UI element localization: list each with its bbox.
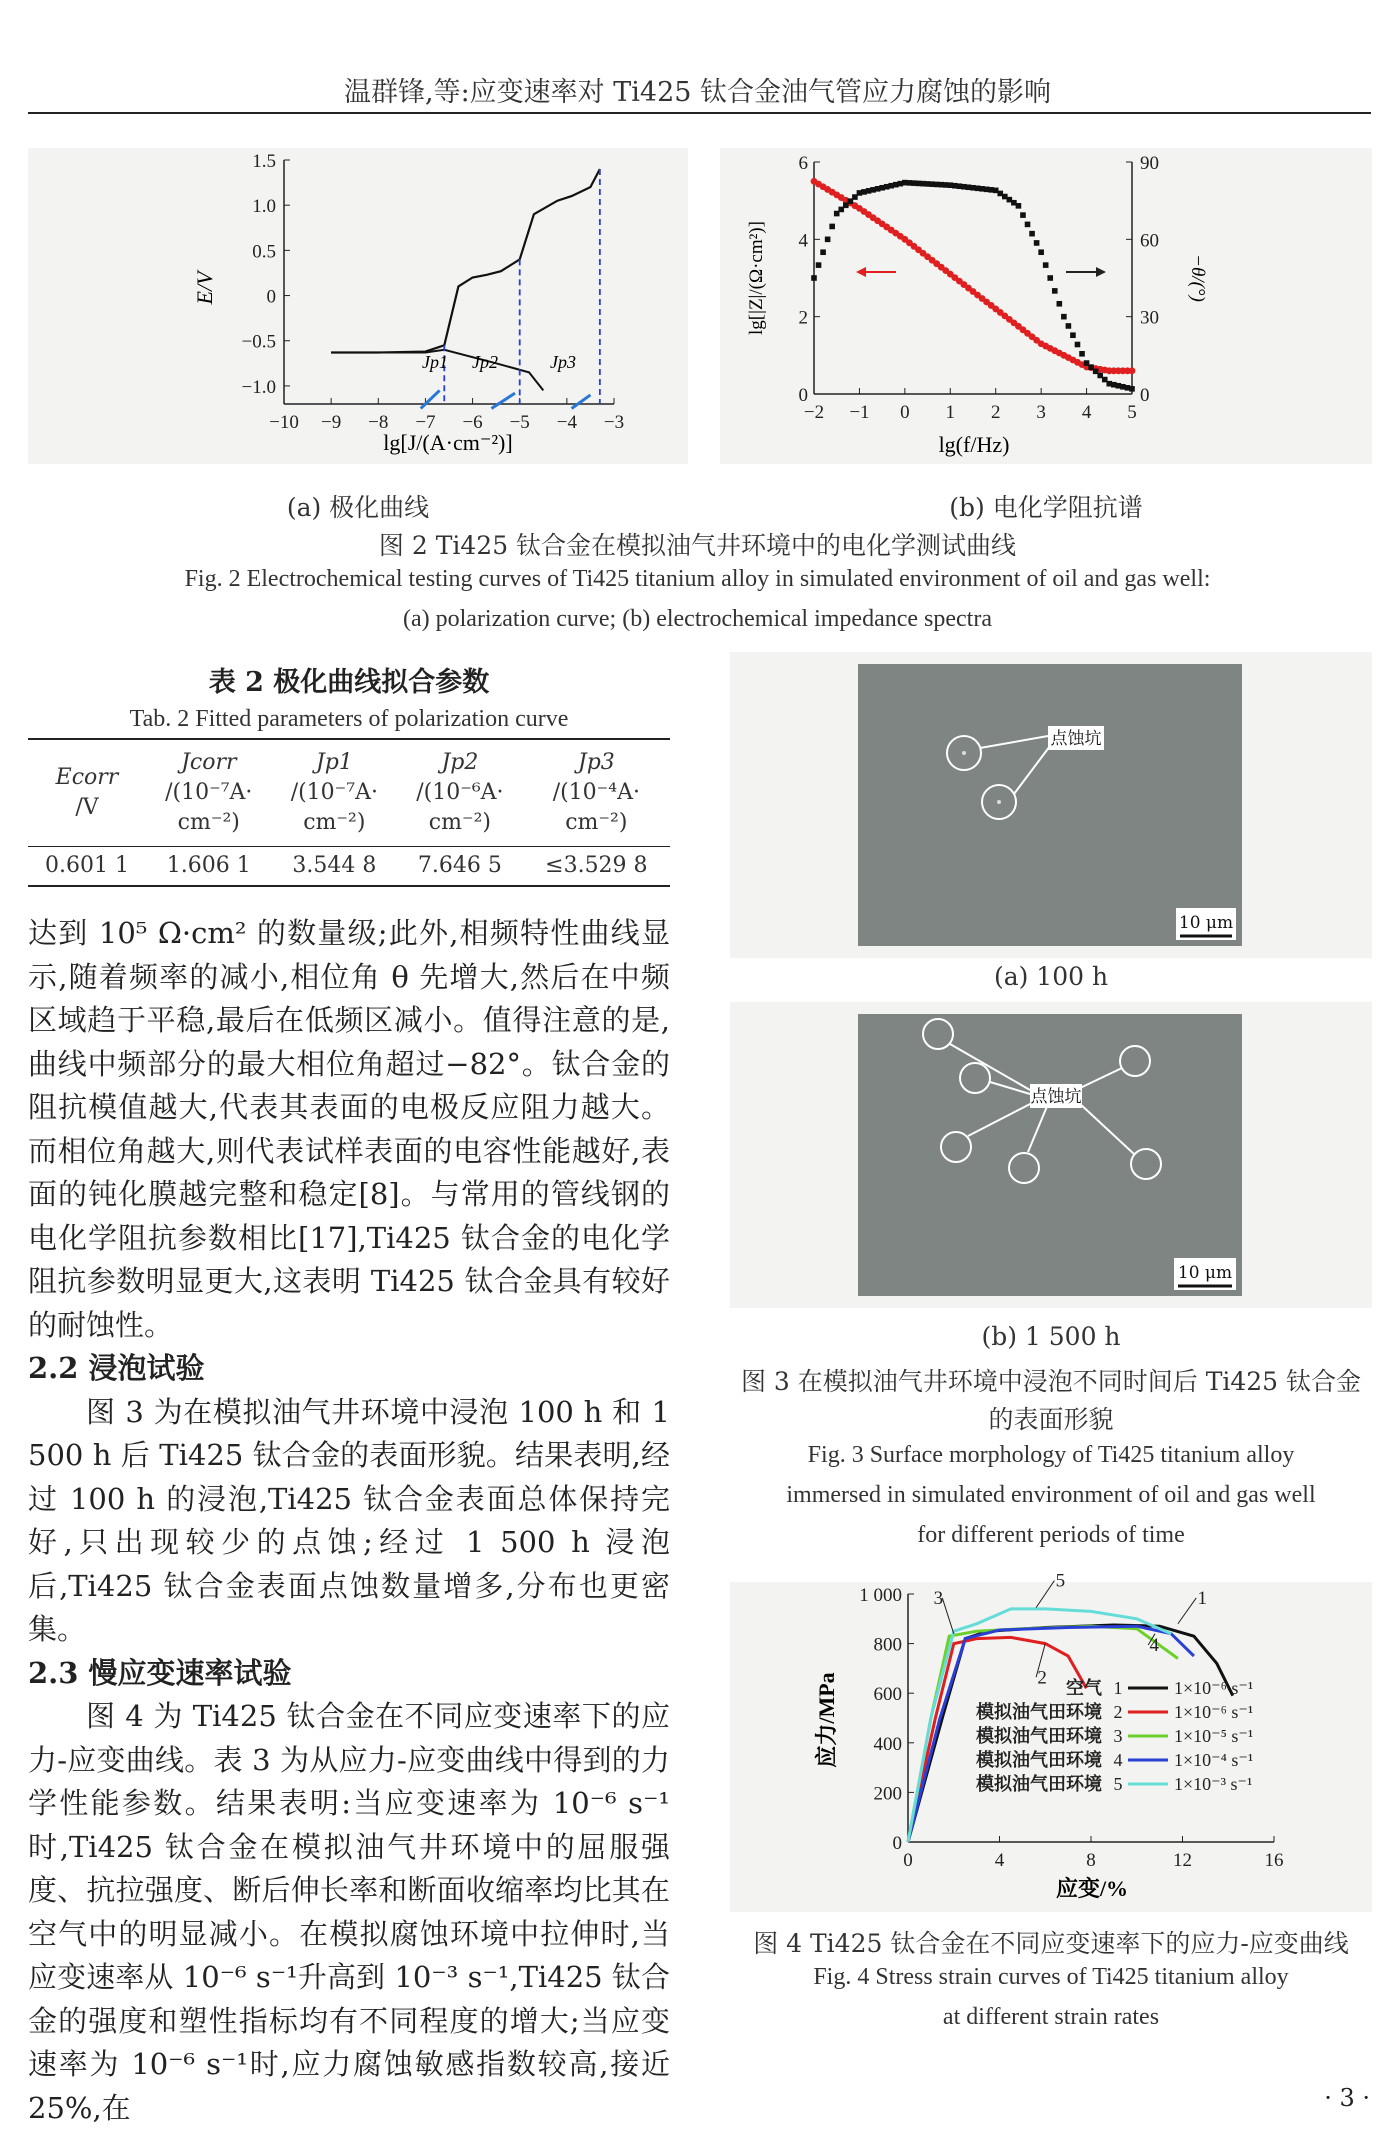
curve-number-label: 3 — [933, 1587, 944, 1609]
y-tick-label: 200 — [873, 1783, 902, 1805]
legend-number: 2 — [1113, 1702, 1123, 1722]
x-tick-label: −9 — [321, 412, 342, 433]
phase-point — [1075, 342, 1081, 348]
phase-point — [1016, 203, 1022, 209]
x-tick-label: 16 — [1264, 1850, 1284, 1871]
pit-circle — [1009, 1153, 1039, 1183]
fig2-caption-cn: 图 2 Ti425 钛合金在模拟油气井环境中的电化学测试曲线 — [378, 531, 1017, 560]
fig2a-panel — [28, 148, 688, 464]
table2-title-cn: 表 2 极化曲线拟合参数 — [208, 667, 490, 698]
fig4-ylabel: 应力/MPa — [814, 1672, 839, 1768]
curve-leader — [1178, 1598, 1196, 1624]
legend-env: 模拟油气田环境 — [976, 1726, 1102, 1746]
jp1-label: Jp1 — [422, 352, 448, 372]
table2 — [28, 738, 670, 887]
jp3-label: Jp3 — [550, 352, 576, 372]
fig2b-xlabel: lg(f/Hz) — [938, 432, 1010, 457]
x-tick-label: 8 — [1086, 1850, 1096, 1871]
x-tick-label: 0 — [900, 402, 910, 423]
phase-point — [1052, 288, 1058, 294]
y-tick-label: −1.0 — [241, 376, 276, 398]
y-tick-label: 1.0 — [252, 196, 276, 218]
running-header: 温群锋,等:应变速率对 Ti425 钛合金油气管应力腐蚀的影响 — [343, 77, 1052, 108]
x-tick-label: 5 — [1127, 402, 1137, 423]
curve-number-label: 1 — [1197, 1587, 1207, 1609]
phase-point — [1079, 351, 1085, 357]
fig2-caption-en-2: (a) polarization curve; (b) electrochemical impedance spectra — [402, 606, 992, 632]
legend-rate: 1×10⁻⁴ s⁻¹ — [1174, 1750, 1254, 1770]
x-tick-label: −5 — [509, 412, 530, 433]
cell-jp2: 7.646 5 — [417, 853, 502, 879]
left-column — [28, 912, 670, 2130]
fig2a-xlabel: lg[J/(A·cm⁻²)] — [383, 430, 513, 455]
curve-number-label: 5 — [1055, 1570, 1066, 1592]
x-tick-label: 2 — [990, 402, 1001, 423]
fig4-chart — [730, 1570, 1372, 1912]
anodic-curve — [331, 169, 600, 353]
y-tick-label: 1.5 — [252, 151, 276, 172]
fig3b-sem-image — [858, 1014, 1242, 1296]
y-tick-label: 400 — [873, 1733, 902, 1755]
table2-grid — [28, 740, 670, 887]
cell-jp3: ≤3.529 8 — [545, 853, 648, 879]
x-tick-label: −10 — [269, 412, 299, 433]
phase-point — [1129, 386, 1135, 392]
phase-point — [820, 249, 826, 255]
legend-env: 模拟油气田环境 — [976, 1750, 1102, 1770]
y2-tick-label: 60 — [1140, 230, 1159, 252]
fig4-caption-en-2: at different strain rates — [942, 2004, 1160, 2030]
fig3-caption-en-2: immersed in simulated environment of oil and gas well — [786, 1482, 1316, 1508]
paragraph-2: 图 3 为在模拟油气井环境中浸泡 100 h 和 1 500 h 后 Ti425 钛合金的表面形貌。结果表明,经过 100 h 的浸泡,Ti425 钛合金表面总体保持完好,只出现较少的点蚀;经过 1 500 h 浸泡后,Ti425 钛合金表面点蚀数量增多,分布也更密集。 — [28, 1394, 670, 1646]
y-tick-label: 1 000 — [859, 1585, 902, 1606]
fig3a-frame — [730, 652, 1372, 958]
fig2b-caption: (b) 电化学阻抗谱 — [949, 493, 1143, 522]
phase-point — [825, 237, 831, 243]
pit-label: 点蚀坑 — [1050, 729, 1102, 749]
pit-circle — [923, 1019, 953, 1049]
y-tick-label: 2 — [798, 307, 808, 329]
fig2a-chart — [28, 148, 688, 464]
fig2a-ylabel: E/V — [192, 271, 217, 305]
legend-rate: 1×10⁻³ s⁻¹ — [1174, 1774, 1253, 1794]
x-tick-label: 4 — [1081, 402, 1092, 423]
phase-point — [816, 262, 822, 268]
fig3a-caption: (a) 100 h — [993, 962, 1109, 991]
scale-bar-label: 10 μm — [1177, 1263, 1233, 1283]
table-row — [28, 846, 670, 886]
fig3-caption-cn-2: 的表面形貌 — [988, 1405, 1114, 1434]
jp-arrow-icon — [572, 395, 591, 409]
legend-number: 4 — [1113, 1750, 1123, 1770]
x-tick-label: −2 — [803, 402, 825, 423]
fig2b-panel — [720, 148, 1372, 464]
phase-point — [811, 275, 817, 281]
phase-point — [1034, 240, 1040, 246]
legend-env: 空气 — [1066, 1678, 1102, 1698]
pit-circle — [960, 1063, 990, 1093]
x-tick-label: 0 — [903, 1850, 913, 1871]
jp-arrow-icon — [491, 393, 515, 408]
legend-number: 3 — [1113, 1726, 1123, 1746]
section-heading-2-3: 2.3 慢应变速率试验 — [28, 1655, 292, 1690]
page-number: · 3 · — [1324, 2084, 1370, 2112]
y-tick-label: 0 — [892, 1833, 902, 1854]
fig3-caption-en-3: for different periods of time — [917, 1522, 1185, 1548]
y-tick-label: 0 — [266, 286, 276, 308]
phase-point — [1057, 301, 1063, 307]
y-tick-label: 4 — [798, 230, 808, 252]
pit-circle — [1120, 1046, 1150, 1076]
y-tick-label: 800 — [873, 1634, 902, 1656]
impedance-point — [1129, 367, 1136, 374]
pit-circle — [1131, 1149, 1161, 1179]
th-jcorr: Jcorr /(10⁻⁷A· cm⁻²) — [165, 749, 253, 835]
curve-number-label: 4 — [1149, 1635, 1159, 1657]
legend-env: 模拟油气田环境 — [976, 1774, 1102, 1794]
left-arrowhead-icon — [856, 267, 866, 277]
right-arrowhead-icon — [1096, 267, 1106, 277]
phase-point — [1066, 323, 1072, 329]
phase-point — [1070, 332, 1076, 338]
phase-point — [1038, 249, 1044, 255]
legend-number: 5 — [1113, 1774, 1123, 1794]
y-tick-label: 0.5 — [252, 241, 276, 263]
fig3a-sem-image — [858, 664, 1242, 946]
pit-circle — [941, 1132, 971, 1162]
y-tick-label: 0 — [798, 385, 808, 406]
header-rule — [28, 112, 1371, 114]
jp2-label: Jp2 — [472, 352, 498, 372]
th-jp2: Jp2 /(10⁻⁶A· cm⁻²) — [416, 749, 504, 835]
curve-number-label: 2 — [1037, 1667, 1047, 1689]
legend-env: 模拟油气田环境 — [976, 1702, 1102, 1722]
phase-point — [1043, 262, 1049, 268]
x-tick-label: −7 — [415, 412, 436, 433]
y-tick-label: 600 — [873, 1684, 902, 1706]
pit-label: 点蚀坑 — [1030, 1087, 1082, 1107]
fig4-panel — [730, 1570, 1372, 1912]
fig2a-caption: (a) 极化曲线 — [286, 493, 430, 522]
x-tick-label: −6 — [462, 412, 483, 433]
phase-point — [1061, 314, 1067, 320]
fig3b-frame — [730, 1002, 1372, 1308]
x-tick-label: 3 — [1036, 402, 1046, 423]
legend-rate: 1×10⁻⁶ s⁻¹ — [1174, 1678, 1254, 1698]
curve-leader — [1036, 1581, 1054, 1608]
x-tick-label: 12 — [1173, 1850, 1192, 1871]
legend-rate: 1×10⁻⁶ s⁻¹ — [1174, 1702, 1254, 1722]
jp-arrow-icon — [421, 390, 440, 408]
fig4-xlabel: 应变/% — [1055, 1876, 1129, 1901]
x-tick-label: 4 — [994, 1850, 1005, 1871]
fig3-caption-cn-1: 图 3 在模拟油气井环境中浸泡不同时间后 Ti425 钛合金 — [740, 1367, 1362, 1396]
cell-jp1: 3.544 8 — [292, 853, 377, 879]
paragraph-1: 达到 10⁵ Ω·cm² 的数量级;此外,相频特性曲线显示,随着频率的减小,相位角 θ 先增大,然后在中频区域趋于平稳,最后在低频区减小。值得注意的是,曲线中频部分的最大相位角超过−82°。钛合金的阻抗模值越大,代表其表面的电极反应阻力越大。而相位角越大,则代表试样表面的电容性能越好,表面的钝化膜越完整和稳定[8]。与常用的管线钢的电化学阻抗参数相比[17],Ti425 钛合金的电化学阻抗参数明显更大,这表明 Ti425 钛合金具有较好的耐蚀性。 — [28, 916, 670, 1342]
fig2-caption-en-1: Fig. 2 Electrochemical testing curves of Ti425 titanium alloy in simulated environment of oil and gas well: — [184, 566, 1211, 592]
curve-leader — [942, 1598, 953, 1634]
y2-tick-label: 90 — [1140, 153, 1159, 174]
section-heading-2-2: 2.2 浸泡试验 — [28, 1351, 205, 1385]
fig4-caption-cn: 图 4 Ti425 钛合金在不同应变速率下的应力-应变曲线 — [753, 1929, 1349, 1958]
fig3b-caption: (b) 1 500 h — [981, 1322, 1121, 1351]
phase-point — [1025, 222, 1031, 228]
th-ecorr: Ecorr /V — [55, 764, 119, 820]
x-tick-label: −8 — [368, 412, 389, 433]
table2-title-en: Tab. 2 Fitted parameters of polarization curve — [129, 706, 569, 732]
phase-point — [1029, 231, 1035, 237]
paragraph-3: 图 4 为 Ti425 钛合金在不同应变速率下的应力-应变曲线。表 3 为从应力-应变曲线中得到的力学性能参数。结果表明:当应变速率为 10⁻⁶ s⁻¹时,Ti425 钛合金在模拟油气井环境中的屈服强度、抗拉强度、断后伸长率和断面收缩率均比其在空气中的明显减小。在模拟腐蚀环境中拉伸时,当应变速率从 10⁻⁶ s⁻¹升高到 10⁻³ s⁻¹,Ti425 钛合金的强度和塑性指标均有不同程度的增大;当应变速率为 10⁻⁶ s⁻¹时,应力腐蚀敏感指数较高,接近25%,在 — [28, 1699, 670, 2125]
th-jp3: Jp3 /(10⁻⁴A· cm⁻²) — [552, 749, 640, 835]
phase-point — [1020, 212, 1026, 218]
y-tick-label: 6 — [798, 153, 808, 174]
legend-rate: 1×10⁻⁵ s⁻¹ — [1174, 1726, 1254, 1746]
fig2b-ylabel-left: lg[|Z|/(Ω·cm²)] — [746, 221, 767, 335]
cell-ecorr: 0.601 1 — [45, 853, 129, 879]
x-tick-label: 1 — [945, 402, 956, 423]
fig2b-ylabel-right: −θ/(°) — [1187, 254, 1208, 302]
fig4-caption-en-1: Fig. 4 Stress strain curves of Ti425 titanium alloy — [813, 1964, 1289, 1990]
scale-bar-label: 10 μm — [1178, 913, 1234, 933]
phase-point — [1047, 275, 1053, 281]
fig3-caption-en-1: Fig. 3 Surface morphology of Ti425 titanium alloy — [807, 1442, 1295, 1468]
th-jp1: Jp1 /(10⁻⁷A· cm⁻²) — [290, 749, 378, 835]
y2-tick-label: 0 — [1140, 385, 1150, 406]
fig2b-chart — [720, 148, 1372, 464]
legend-number: 1 — [1113, 1678, 1123, 1698]
y2-tick-label: 30 — [1140, 307, 1159, 329]
x-tick-label: −4 — [556, 412, 577, 433]
cell-jcorr: 1.606 1 — [166, 853, 251, 879]
x-tick-label: −1 — [849, 402, 870, 423]
phase-point — [829, 224, 835, 230]
y-tick-label: −0.5 — [241, 331, 276, 353]
x-tick-label: −3 — [603, 412, 625, 433]
